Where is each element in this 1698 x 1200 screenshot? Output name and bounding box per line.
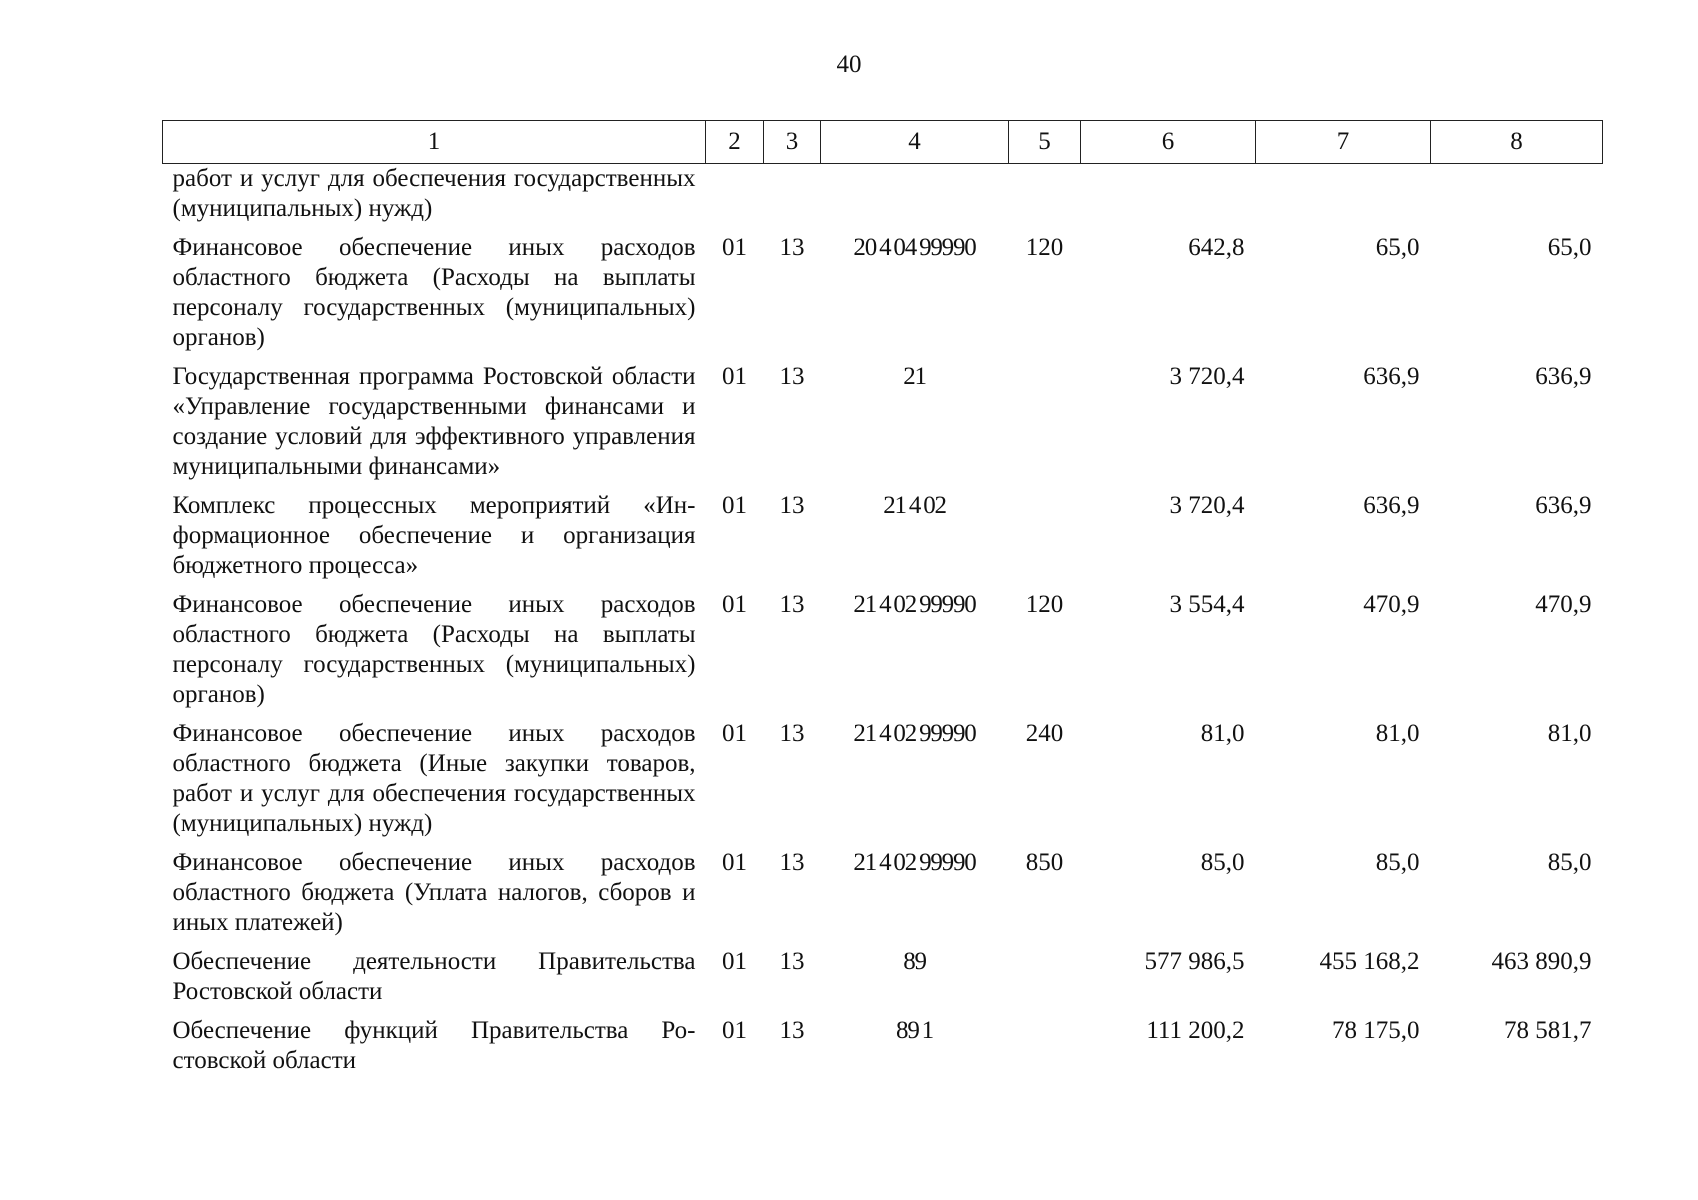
- row-subsection: 13: [779, 492, 805, 519]
- table-row: [163, 719, 1603, 848]
- header-col-1: 1: [163, 121, 706, 164]
- header-col-3: 3: [764, 121, 821, 164]
- row-section: 01: [722, 492, 747, 519]
- row-value-8: 81,0: [1547, 720, 1592, 747]
- row-value-7: 81,0: [1375, 720, 1420, 747]
- row-value-6: 3 720,4: [1169, 492, 1245, 519]
- row-value-8: 470,9: [1535, 591, 1592, 618]
- row-subsection: 13: [779, 234, 805, 261]
- row-expense-type: [1009, 164, 1081, 234]
- row-section: 01: [722, 363, 747, 390]
- header-row: [163, 121, 1603, 164]
- table-header: [163, 121, 1603, 164]
- row-expense-type: 240: [1025, 720, 1064, 747]
- row-description: Финансовое обеспечение иных расходов областного бюджета (Уплата налогов, сборов и иных платежей): [172, 849, 696, 936]
- header-col-5: 5: [1009, 121, 1081, 164]
- row-expense-type: [1009, 947, 1081, 1016]
- row-value-6: 642,8: [1188, 234, 1245, 261]
- row-value-6: 577 986,5: [1144, 948, 1245, 975]
- row-expense-type: 850: [1025, 849, 1064, 876]
- header-col-7: 7: [1256, 121, 1431, 164]
- row-expense-type: 120: [1025, 591, 1064, 618]
- table-row: [163, 491, 1603, 590]
- row-value-8: 463 890,9: [1491, 948, 1592, 975]
- row-description: Комплекс процессных мероприятий «Информационное обеспечение и организация бюджетного процесса»: [172, 492, 696, 579]
- row-description: Финансовое обеспечение иных расходов областного бюджета (Иные закупки товаров, работ и услуг для обеспечения государственных (муниципальных) нужд): [172, 720, 696, 837]
- row-value-8: 85,0: [1547, 849, 1592, 876]
- row-expense-type: 120: [1025, 234, 1064, 261]
- row-value-8: [1431, 164, 1603, 234]
- row-section: 01: [722, 234, 747, 261]
- row-value-8: 636,9: [1535, 363, 1592, 390]
- table-row: [163, 590, 1603, 719]
- row-target-article: 21 4 02: [883, 492, 946, 519]
- header-col-8: 8: [1431, 121, 1603, 164]
- row-description: работ и услуг для обеспечения государственных (муниципальных) нужд): [172, 165, 696, 222]
- row-subsection: 13: [779, 363, 805, 390]
- row-target-article: 89: [903, 948, 926, 975]
- row-value-7: 636,9: [1363, 363, 1420, 390]
- row-value-6: [1081, 164, 1256, 234]
- row-section: [706, 164, 764, 234]
- row-section: 01: [722, 1017, 747, 1044]
- row-target-article: 20 4 04 99990: [853, 234, 976, 261]
- row-section: 01: [722, 849, 747, 876]
- row-value-8: 636,9: [1535, 492, 1592, 519]
- row-description: Обеспечение функций Правительства Ростовской области: [172, 1017, 696, 1074]
- row-value-7: 455 168,2: [1319, 948, 1420, 975]
- row-target-article: 21 4 02 99990: [853, 591, 976, 618]
- row-description: Государственная программа Ростовской области «Управление государственными финансами и создание условий для эффективного управления муниципальными финансами»: [172, 363, 696, 480]
- row-subsection: 13: [779, 948, 805, 975]
- row-value-7: 636,9: [1363, 492, 1420, 519]
- row-value-6: 3 554,4: [1169, 591, 1245, 618]
- row-section: 01: [722, 591, 747, 618]
- row-expense-type: [1009, 1016, 1081, 1085]
- row-value-6: 111 200,2: [1146, 1017, 1245, 1044]
- row-section: 01: [722, 948, 747, 975]
- row-subsection: 13: [779, 720, 805, 747]
- table-row: [163, 1016, 1603, 1085]
- table-row: [163, 947, 1603, 1016]
- row-subsection: 13: [779, 1017, 805, 1044]
- table-row: [163, 362, 1603, 491]
- row-description: Финансовое обеспечение иных расходов областного бюджета (Расходы на выплаты персоналу государственных (муниципальных) органов): [172, 591, 696, 708]
- row-value-7: 85,0: [1375, 849, 1420, 876]
- row-value-6: 81,0: [1200, 720, 1245, 747]
- row-target-article: 21 4 02 99990: [853, 849, 976, 876]
- row-subsection: [764, 164, 821, 234]
- header-col-6: 6: [1081, 121, 1256, 164]
- table-row: [163, 233, 1603, 362]
- table-row: [163, 848, 1603, 947]
- row-target-article: 21: [903, 363, 926, 390]
- row-target-article: 89 1: [896, 1017, 933, 1044]
- header-col-4: 4: [821, 121, 1009, 164]
- row-section: 01: [722, 720, 747, 747]
- row-value-7: 78 175,0: [1332, 1017, 1420, 1044]
- row-expense-type: [1009, 491, 1081, 590]
- row-target-article: [821, 164, 1009, 234]
- page-number: 40: [836, 51, 862, 78]
- row-target-article: 21 4 02 99990: [853, 720, 976, 747]
- row-value-6: 3 720,4: [1169, 363, 1245, 390]
- row-subsection: 13: [779, 849, 805, 876]
- table-body: [163, 164, 1603, 1086]
- row-value-6: 85,0: [1200, 849, 1245, 876]
- row-description: Финансовое обеспечение иных расходов областного бюджета (Расходы на выплаты персоналу государственных (муниципальных) органов): [172, 234, 696, 351]
- row-subsection: 13: [779, 591, 805, 618]
- header-col-2: 2: [706, 121, 764, 164]
- table-row: [163, 164, 1603, 234]
- row-expense-type: [1009, 362, 1081, 491]
- row-value-7: 470,9: [1363, 591, 1420, 618]
- row-value-7: [1256, 164, 1431, 234]
- row-description: Обеспечение деятельности Правительства Ростовской области: [172, 948, 696, 1005]
- row-value-7: 65,0: [1375, 234, 1420, 261]
- budget-table: [162, 120, 1603, 1085]
- row-value-8: 65,0: [1547, 234, 1592, 261]
- row-value-8: 78 581,7: [1504, 1017, 1592, 1044]
